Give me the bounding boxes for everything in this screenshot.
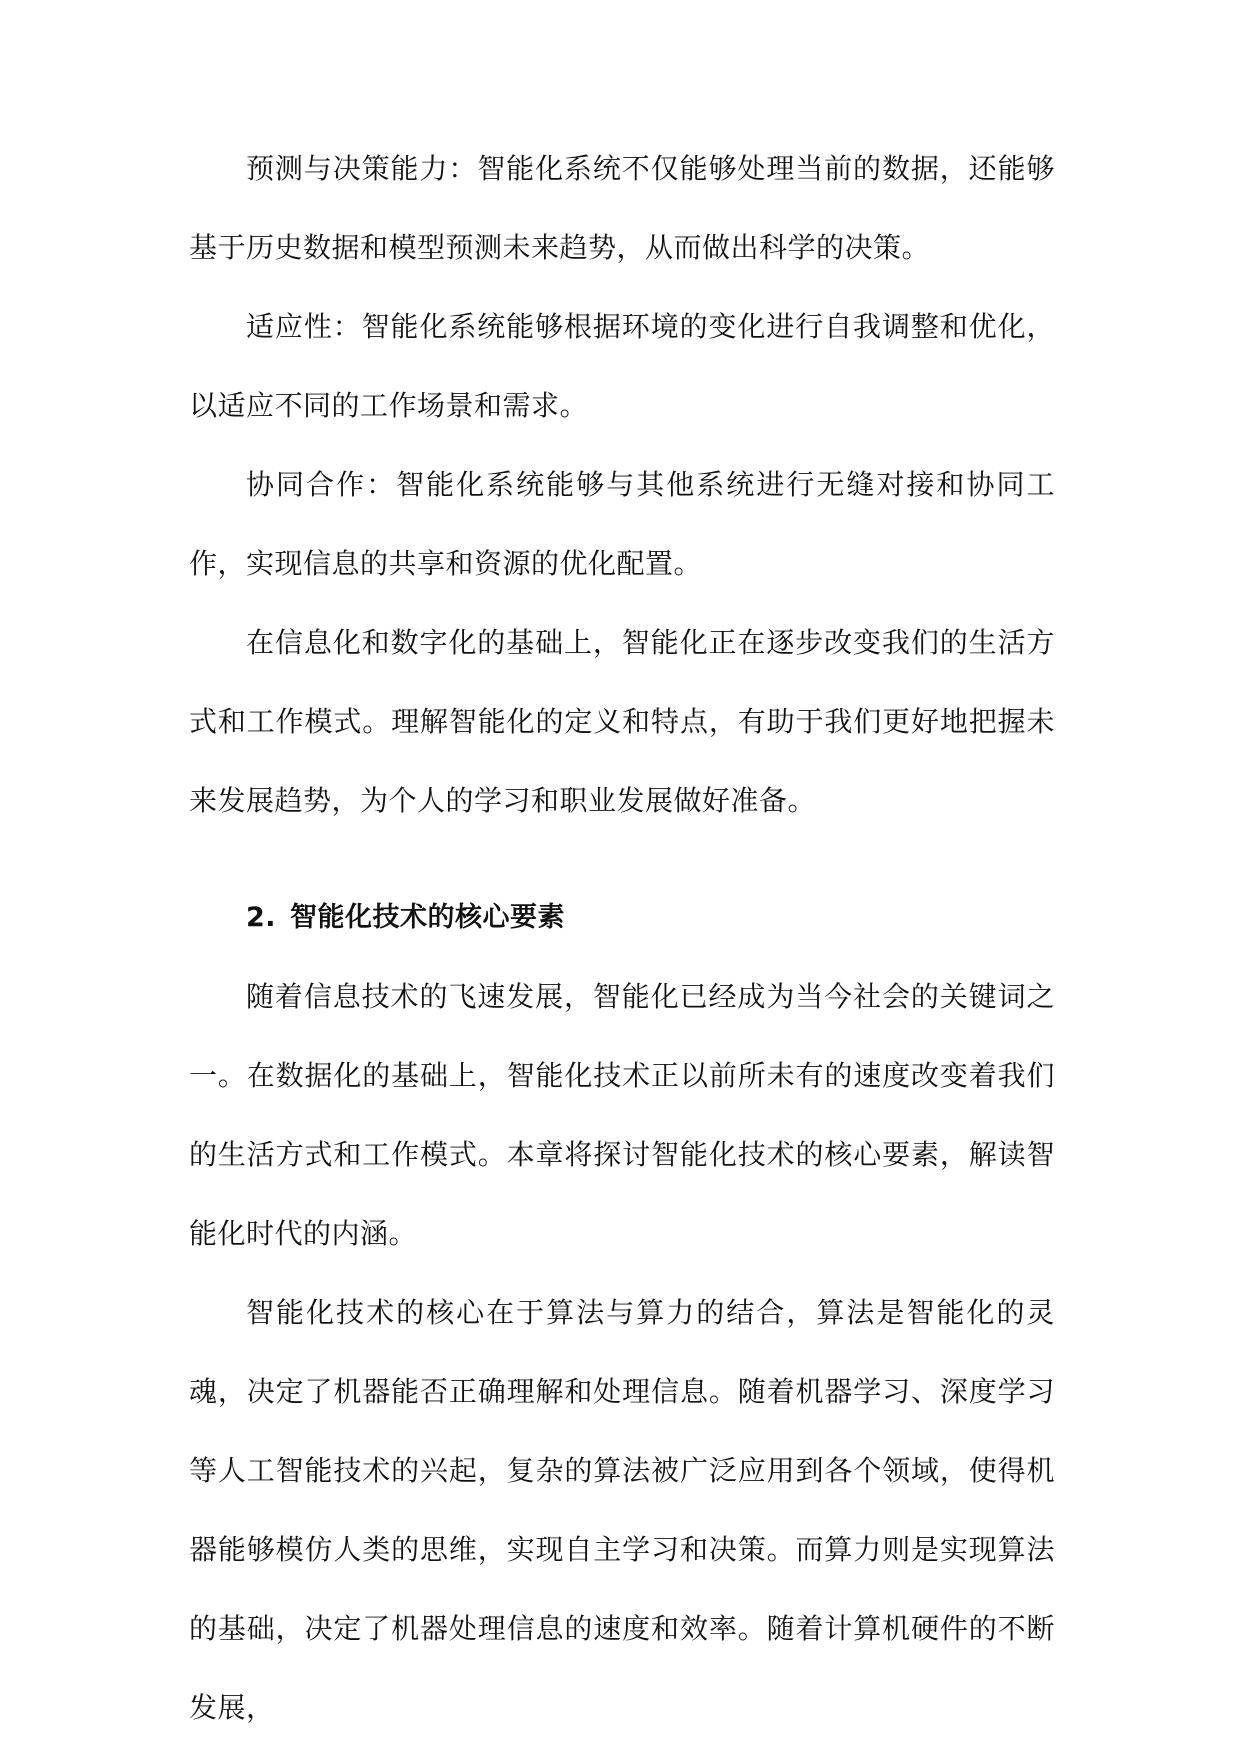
section-heading bbox=[189, 878, 1055, 957]
paragraph-summary: 在信息化和数字化的基础上，智能化正在逐步改变我们的生活方式和工作模式。理解智能化的定义和特点，有助于我们更好地把握未来发展趋势，为个人的学习和职业发展做好准备。 bbox=[189, 626, 1055, 817]
paragraph-adaptability: 适应性：智能化系统能够根据环境的变化进行自我调整和优化，以适应不同的工作场景和需求。 bbox=[189, 310, 1055, 422]
section-title: 智能化技术的核心要素 bbox=[290, 902, 566, 933]
paragraph-prediction-decision: 预测与决策能力：智能化系统不仅能够处理当前的数据，还能够基于历史数据和模型预测未来趋势，从而做出科学的决策。 bbox=[189, 152, 1055, 264]
paragraph-collaboration: 协同合作：智能化系统能够与其他系统进行无缝对接和协同工作，实现信息的共享和资源的优化配置。 bbox=[189, 468, 1055, 580]
section-number: 2. bbox=[246, 902, 277, 933]
paragraph-algorithm-compute: 智能化技术的核心在于算法与算力的结合，算法是智能化的灵魂，决定了机器能否正确理解和处理信息。随着机器学习、深度学习等人工智能技术的兴起，复杂的算法被广泛应用到各个领域，使得机器能够模仿人类的思维，实现自主学习和决策。而算力则是实现算法的基础，决定了机器处理信息的速度和效率。随着计算机硬件的不断发展， bbox=[189, 1296, 1055, 1724]
document-body bbox=[189, 129, 1055, 1747]
paragraph-intro: 随着信息技术的飞速发展，智能化已经成为当今社会的关键词之一。在数据化的基础上，智能化技术正以前所未有的速度改变着我们的生活方式和工作模式。本章将探讨智能化技术的核心要素，解读智能化时代的内涵。 bbox=[189, 980, 1055, 1250]
